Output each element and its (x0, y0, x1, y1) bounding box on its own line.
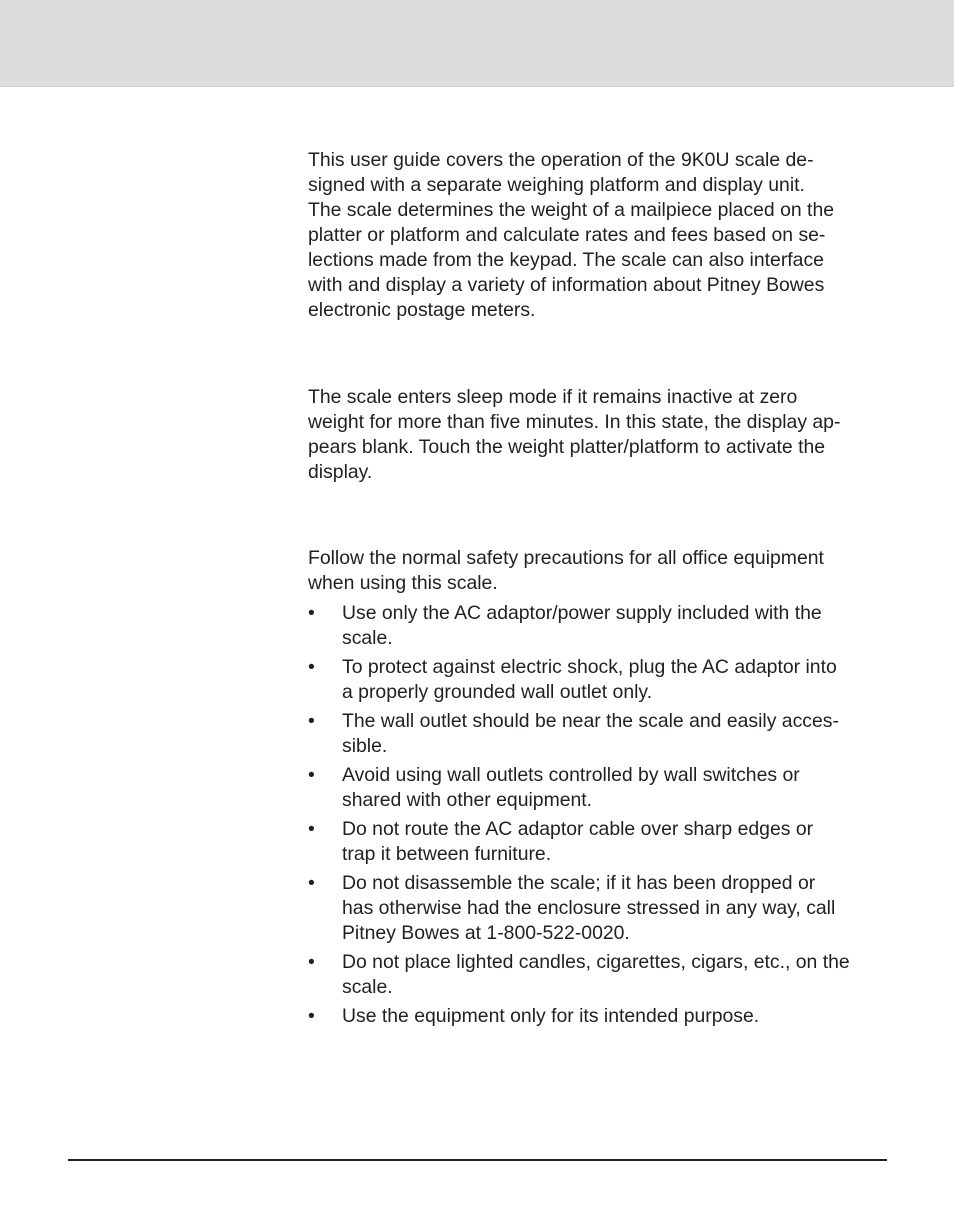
safety-list-item (308, 871, 892, 946)
bullet-icon: • (308, 656, 315, 678)
safety-item-text: Do not disassemble the scale; if it has been dropped or has otherwise had the enclosure stressed in any way, call Pitney Bowes at 1-800-522-0020. (342, 872, 836, 944)
safety-intro-paragraph: Follow the normal safety precautions for all office equipment when using this scale. (308, 547, 824, 594)
footer-rule (68, 1159, 887, 1161)
bullet-icon: • (308, 872, 315, 894)
safety-item-text: Use the equipment only for its intended purpose. (342, 1005, 760, 1027)
safety-list-item (308, 709, 892, 759)
safety-item-text: Avoid using wall outlets controlled by wall switches or shared with other equipment. (342, 764, 800, 811)
sleep-mode-paragraph: The scale enters sleep mode if it remains inactive at zero weight for more than five minutes. In this state, the display ap- pears blank. Touch the weight platter/platform to activate the display. (308, 386, 841, 483)
bullet-icon: • (308, 710, 315, 732)
bullet-icon: • (308, 818, 315, 840)
safety-list-item (308, 817, 892, 867)
bullet-icon: • (308, 951, 315, 973)
bullet-icon: • (308, 764, 315, 786)
bullet-icon: • (308, 1005, 315, 1027)
bullet-icon: • (308, 602, 315, 624)
safety-list-item (308, 1004, 892, 1029)
safety-item-text: Use only the AC adaptor/power supply included with the scale. (342, 602, 822, 649)
safety-list-item (308, 950, 892, 1000)
safety-list-item (308, 601, 892, 651)
safety-list-item (308, 655, 892, 705)
overview-paragraph: This user guide covers the operation of the 9K0U scale de- signed with a separate weighing platform and display unit. The scale determines the weight of a mailpiece placed on the platter or platform and calculate rates and fees based on se- lections made from the keypad. The scale can also interface with and display a variety of information about Pitney Bowes electronic postage meters. (308, 149, 835, 321)
safety-list-item (308, 763, 892, 813)
safety-item-text: Do not place lighted candles, cigarettes, cigars, etc., on the scale. (342, 951, 850, 998)
header-band (0, 0, 954, 87)
safety-item-text: To protect against electric shock, plug the AC adaptor into a properly grounded wall outlet only. (342, 656, 837, 703)
page-content (308, 148, 892, 1033)
safety-item-text: The wall outlet should be near the scale and easily acces- sible. (342, 710, 839, 757)
safety-item-text: Do not route the AC adaptor cable over sharp edges or trap it between furniture. (342, 818, 814, 865)
safety-list (308, 601, 892, 1029)
